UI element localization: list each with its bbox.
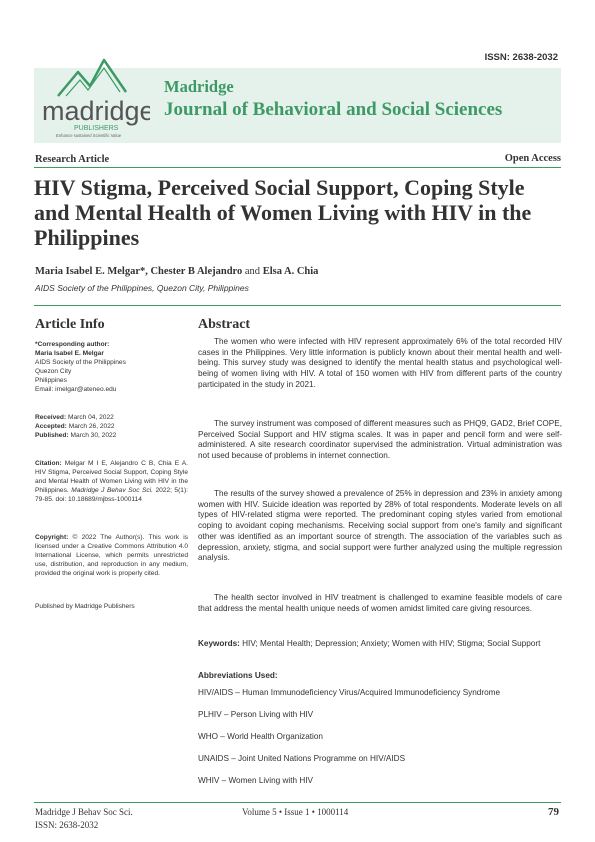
abbreviations-heading: Abbreviations Used: [198,671,278,680]
footer-volume: Volume 5 • Issue 1 • 1000114 [242,807,349,817]
dates [35,413,188,440]
divider [34,167,561,168]
corresponding-label: *Corresponding author: [35,341,110,348]
logo-word: madridge [42,96,150,126]
copyright-text: © 2022 The Author(s). This work is licensed under a Creative Commons Attribution 4.0 International License, which permits unrestricted use, distribution, and reproduction in any medium, provided the original work is properly cited. [35,534,188,577]
corresponding-author [35,340,188,394]
keywords-label: Keywords: [198,639,240,648]
article-info-heading: Article Info [35,317,105,332]
abbreviation-item: HIV/AIDS – Human Immunodeficiency Virus/Acquired Immunodeficiency Syndrome [198,688,501,697]
published-label: Published: [35,432,69,439]
author-list [35,266,318,277]
footer-issn: ISSN: 2638-2032 [35,820,99,830]
accepted-date: March 26, 2022 [66,423,115,430]
corresponding-line: Philippines [35,377,67,384]
abbreviation-item: WHIV – Women Living with HIV [198,776,313,785]
authors-main: Maria Isabel E. Melgar*, Chester B Alejandro [35,266,243,277]
abbreviation-item: UNAIDS – Joint United Nations Programme on HIV/AIDS [198,754,406,763]
citation-journal: Madridge J Behav Soc Sci. [71,487,153,494]
journal-name-line2: Journal of Behavioral and Social Sciences [164,99,503,120]
abstract-paragraph: The results of the survey showed a prevalence of 25% in depression and 23% in anxiety among women with HIV. Suicide ideation was reported by 28% of total respondents. Moderate levels on all types of HIV-related stigma were reported. The predominant coping styles varied from emotional coping to avoidant coping mechanisms. Receiving social support from one's family and significant other was identified as an important source of strength. The association of the variables such as depression, anxiety, stigma, and social support were further analyzed using the multiple regression analysis. [198,489,562,563]
page-number: 79 [548,806,559,818]
publisher-note: Published by Madridge Publishers [35,603,135,610]
received-label: Received: [35,414,67,421]
article-type: Research Article [35,154,110,165]
citation-text: Melgar M I E, Alejandro C B, Chia E A. HIV Stigma, Perceived Social Support, Coping Style and Mental Health of Women Living with HIV in the Philippines. [35,460,188,494]
authors-and: and [242,266,263,277]
copyright [35,533,188,578]
authors-last: Elsa A. Chia [262,266,319,277]
citation-label: Citation: [35,460,62,467]
abstract-heading: Abstract [198,317,251,332]
article-info-panel [35,340,188,800]
mountain-logo-icon [40,56,150,142]
corresponding-email: Email: imelgar@ateneo.edu [35,386,117,393]
published-date: March 30, 2022 [68,432,117,439]
affiliation: AIDS Society of the Philippines, Quezon City, Philippines [35,283,249,293]
keywords [198,639,562,650]
copyright-label: Copyright: [35,534,69,541]
logo-tagline: Enhance sustained Scientific Value [56,133,122,138]
corresponding-name: Maria Isabel E. Melgar [35,350,104,357]
abbreviation-item: WHO – World Health Organization [198,732,323,741]
received-date: March 04, 2022 [66,414,114,421]
article-title: HIV Stigma, Perceived Social Support, Coping Style and Mental Health of Women Living with HIV in the Philippines [34,175,532,250]
footer-journal: Madridge J Behav Soc Sci. [35,807,133,817]
divider [34,305,561,306]
keywords-text: HIV; Mental Health; Depression; Anxiety; Women with HIV; Stigma; Social Support [239,639,541,648]
corresponding-line: Quezon City [35,368,72,375]
abstract-body [198,337,562,785]
publisher-logo [40,56,150,142]
accepted-label: Accepted: [35,423,67,430]
abstract-paragraph: The survey instrument was composed of different measures such as PHQ9, GAD2, Brief COPE, Perceived Social Support and HIV stigma scales. It was in paper and pencil form and were self-administered. A site research coordinator supervised the administration. Virtual administration was not used because of problems in internet connection. [198,419,562,461]
open-access-label: Open Access [504,153,561,164]
footer-divider [34,802,561,803]
abstract-paragraph: The health sector involved in HIV treatment is challenged to examine feasible models of care that address the mental health unique needs of women amidst limited care giving resources. [198,593,562,613]
journal-name-line1: Madridge [164,77,234,96]
abstract-paragraph: The women who were infected with HIV represent approximately 6% of the total recorded HIV cases in the Philippines. Very little information is publicly known about their mental health and well-being. This survey study was designed to identify the mental health status and psychological well-being of women living with HIV. A total of 150 women with HIV from different parts of the country participated in the study in 2021. [198,337,562,389]
corresponding-line: AIDS Society of the Philippines [35,359,126,366]
citation-tail: 2022; 5(1): 79-85. doi: 10.18689/mjbss-1000114 [35,487,188,503]
logo-sub: PUBLISHERS [74,125,119,132]
issn-label: ISSN: 2638-2032 [484,52,558,63]
abbreviation-item: PLHIV – Person Living with HIV [198,710,314,719]
citation [35,459,188,504]
